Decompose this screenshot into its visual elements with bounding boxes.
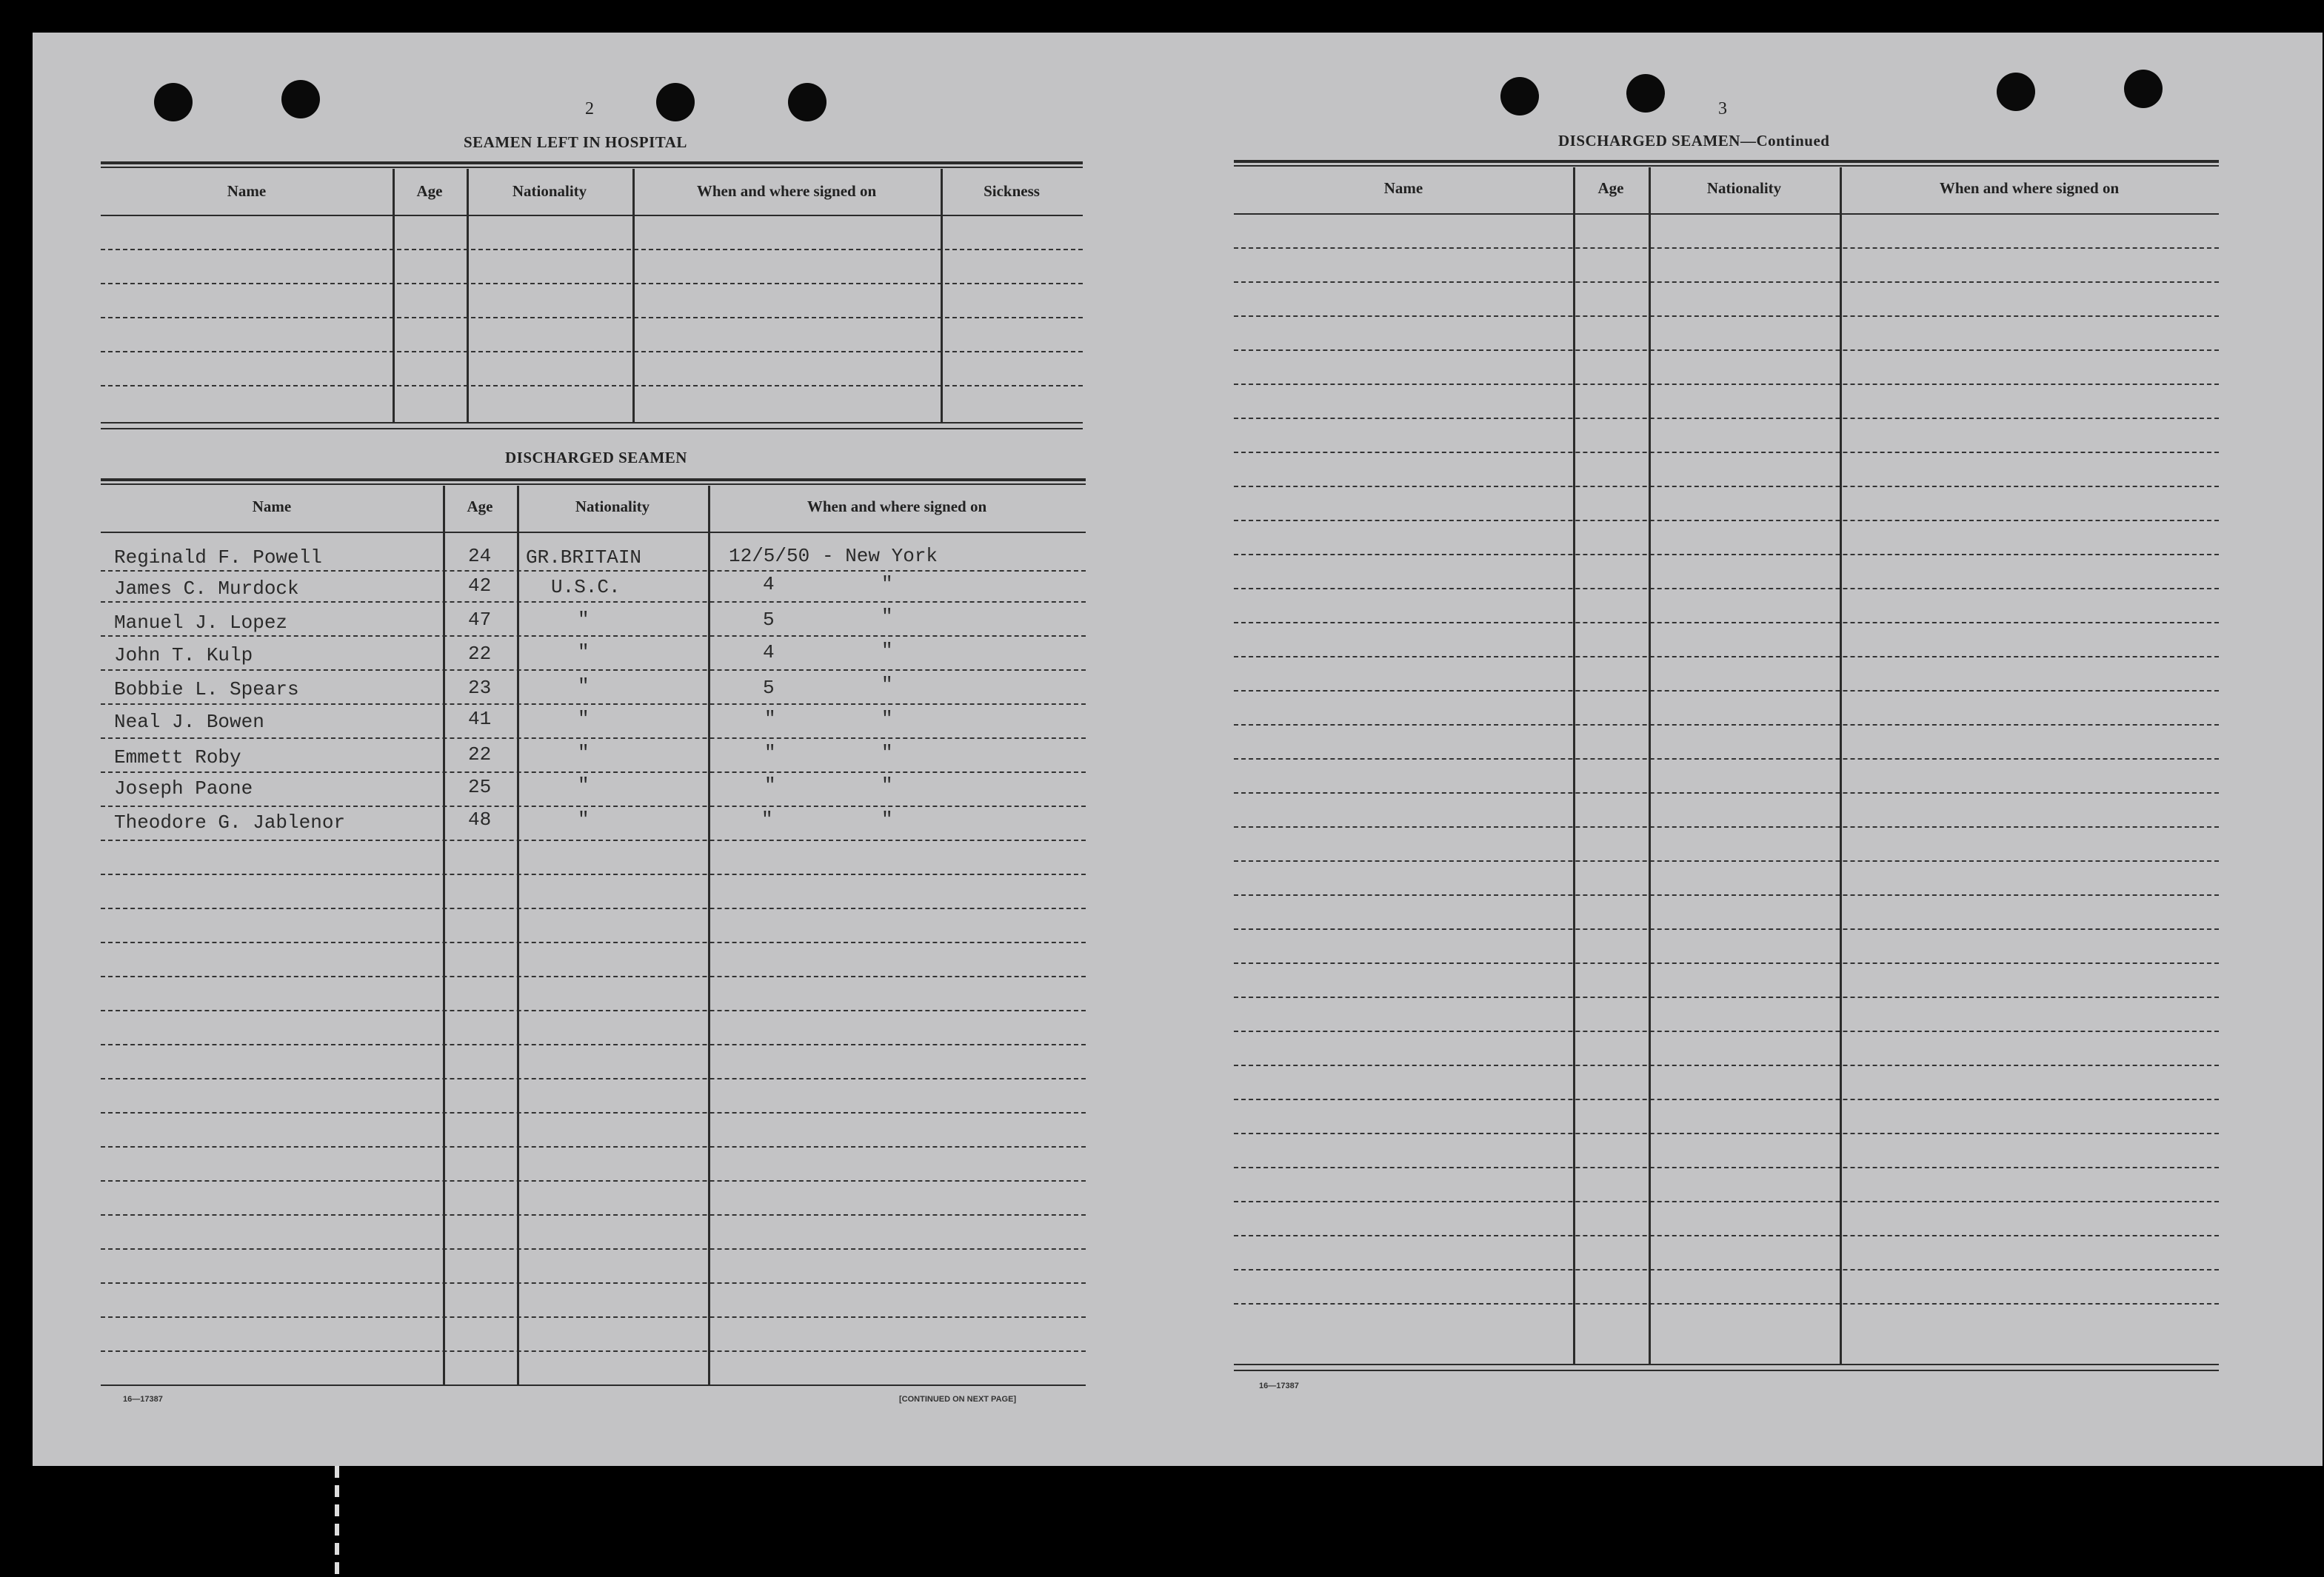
seaman-age: 22	[468, 643, 492, 665]
signed-on-place: - New York	[822, 545, 938, 567]
seaman-name: Theodore G. Jablenor	[114, 811, 346, 834]
signed-on-place: "	[881, 708, 893, 730]
column-header-signed-on: When and where signed on	[807, 498, 987, 515]
form-number: 16—17387	[123, 1395, 163, 1404]
seaman-nationality: "	[578, 742, 590, 764]
signed-on-place: "	[881, 808, 893, 831]
discharged-section-title: DISCHARGED SEAMEN	[505, 449, 687, 466]
seaman-age: 41	[468, 708, 492, 730]
signed-on-date: "	[761, 808, 773, 831]
signed-on-place: "	[881, 674, 893, 696]
seaman-name: Manuel J. Lopez	[114, 612, 288, 634]
signed-on-date: "	[764, 708, 776, 730]
punch-hole	[154, 83, 193, 121]
seaman-age: 25	[468, 776, 492, 798]
signed-on-date: 4	[763, 641, 775, 663]
column-header-name: Name	[252, 498, 292, 515]
seaman-name: Reginald F. Powell	[114, 546, 322, 569]
seaman-name: James C. Murdock	[114, 577, 299, 600]
seaman-name: Emmett Roby	[114, 746, 241, 769]
seaman-nationality: GR.BRITAIN	[526, 546, 642, 569]
column-header-nationality: Nationality	[1706, 179, 1782, 197]
punch-hole	[2124, 70, 2163, 108]
punch-hole	[1997, 73, 2035, 111]
seaman-nationality: "	[578, 609, 590, 631]
seaman-age: 22	[468, 743, 492, 766]
signed-on-place: "	[881, 742, 893, 764]
column-header-age: Age	[1597, 179, 1624, 197]
seaman-nationality: "	[578, 675, 590, 697]
hospital-section-title: SEAMEN LEFT IN HOSPITAL	[464, 133, 687, 151]
form-number: 16—17387	[1259, 1382, 1299, 1390]
punch-hole	[1500, 77, 1539, 115]
signed-on-date: "	[764, 774, 776, 797]
seaman-age: 42	[468, 575, 492, 597]
seaman-nationality: "	[578, 808, 590, 831]
seaman-name: Neal J. Bowen	[114, 711, 264, 733]
seaman-nationality: U.S.C.	[551, 576, 621, 598]
page-number: 3	[1718, 99, 1727, 118]
signed-on-place: "	[881, 774, 893, 797]
signed-on-place: "	[881, 573, 893, 595]
signed-on-date: 4	[763, 573, 775, 595]
seaman-nationality: "	[578, 641, 590, 663]
continued-note: [CONTINUED ON NEXT PAGE]	[899, 1395, 1017, 1404]
punch-hole	[281, 80, 320, 118]
column-header-nationality: Nationality	[512, 182, 587, 200]
seaman-nationality: "	[578, 708, 590, 730]
seaman-name: John T. Kulp	[114, 644, 253, 666]
signed-on-place: "	[881, 606, 893, 628]
signed-on-date: 12/5/50	[729, 545, 810, 567]
column-header-signed-on: When and where signed on	[696, 182, 877, 200]
punch-hole	[656, 83, 695, 121]
discharged-continued-table	[1234, 160, 2219, 1377]
column-header-age: Age	[416, 182, 443, 200]
punch-hole	[1626, 74, 1665, 113]
signed-on-date: "	[764, 742, 776, 764]
signed-on-date: 5	[763, 609, 775, 631]
seaman-nationality: "	[578, 774, 590, 797]
punch-hole	[788, 83, 827, 121]
column-header-name: Name	[1383, 179, 1423, 197]
seaman-age: 23	[468, 677, 492, 699]
column-header-signed-on: When and where signed on	[1939, 179, 2120, 197]
seaman-name: Bobbie L. Spears	[114, 678, 299, 700]
hospital-table	[101, 161, 1083, 432]
column-header-name: Name	[227, 182, 267, 200]
column-header-age: Age	[467, 498, 493, 515]
signed-on-place: "	[881, 640, 893, 662]
scan-edge-mark	[335, 1466, 339, 1577]
discharged-continued-title: DISCHARGED SEAMEN—Continued	[1558, 132, 1830, 150]
seaman-age: 47	[468, 609, 492, 631]
signed-on-date: 5	[763, 677, 775, 699]
seaman-age: 48	[468, 808, 492, 831]
seaman-age: 24	[468, 545, 492, 567]
column-header-sickness: Sickness	[984, 182, 1040, 200]
column-header-nationality: Nationality	[575, 498, 650, 515]
seaman-name: Joseph Paone	[114, 777, 253, 800]
page-number: 2	[585, 99, 594, 118]
